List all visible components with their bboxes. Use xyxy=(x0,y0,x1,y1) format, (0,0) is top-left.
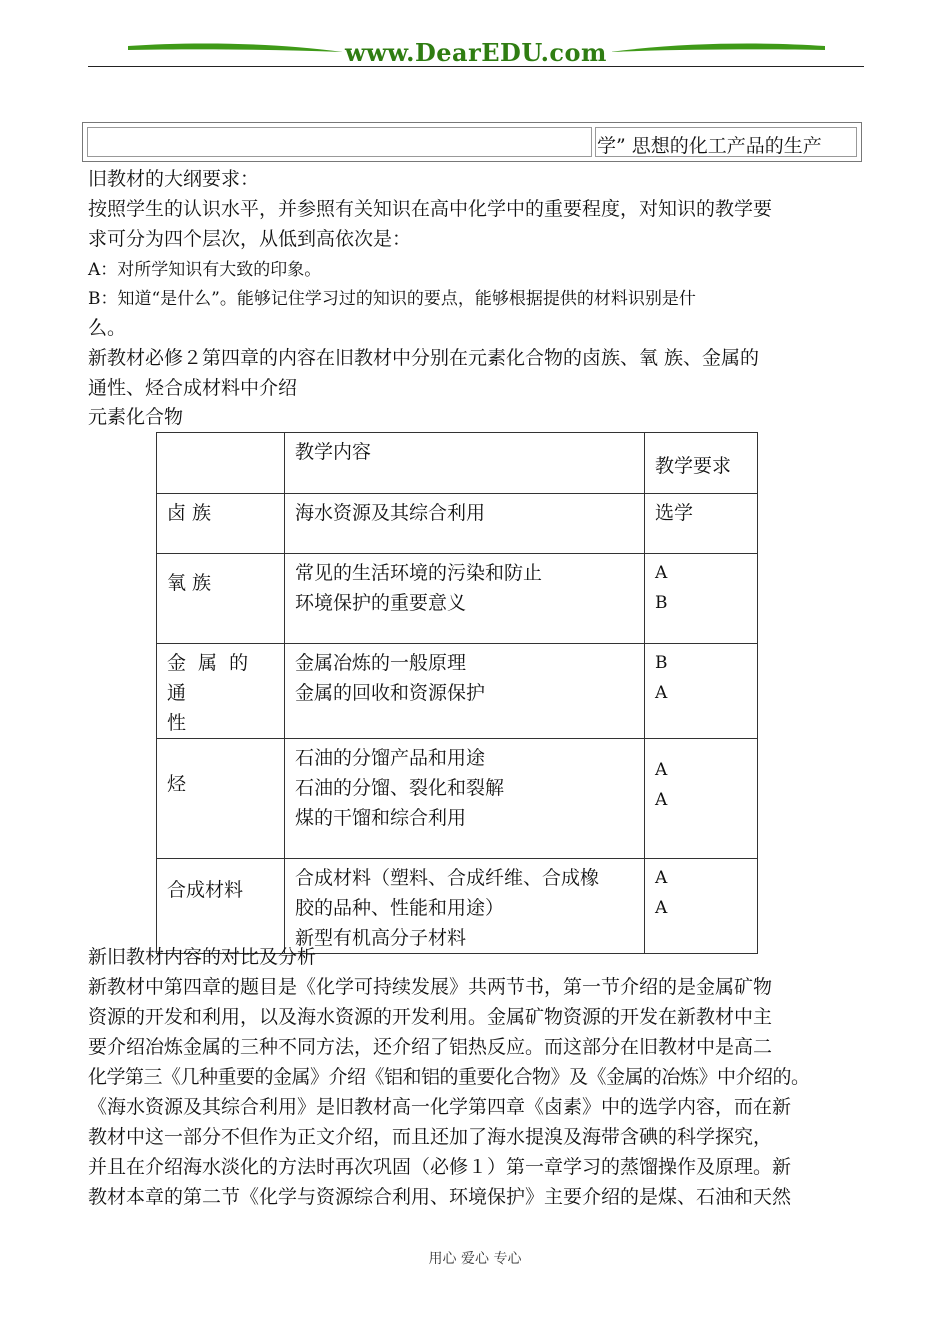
group-cell xyxy=(157,644,285,739)
requirement-cell xyxy=(645,554,758,644)
requirement-cell xyxy=(645,739,758,859)
content-cell xyxy=(285,739,645,859)
curriculum-table xyxy=(156,432,758,954)
requirement-line: A xyxy=(655,790,668,810)
analysis-line: 《海水资源及其综合利用》是旧教材高一化学第四章《卤素》中的选学内容，而在新 xyxy=(88,1096,792,1118)
content-line: 海水资源及其综合利用 xyxy=(295,502,486,524)
group-cell: 烃 xyxy=(157,739,285,859)
left-swoosh-decoration xyxy=(128,40,343,56)
content-line: 胶的品种、性能和用途） xyxy=(295,897,505,919)
header-cell-requirement: 教学要求 xyxy=(645,433,758,494)
continued-table-cell-left xyxy=(87,127,592,157)
paragraph-line: 求可分为四个层次，从低到高依次是： xyxy=(88,228,412,250)
group-cell: 氧 族 xyxy=(157,554,285,644)
requirement-line: 选学 xyxy=(655,502,694,524)
requirement-cell xyxy=(645,644,758,739)
continued-table-text: 学” 思想的化工产品的生产 xyxy=(597,135,822,157)
paragraph-line: 通性、烃合成材料中介绍 xyxy=(88,377,298,399)
syllabus-heading: 旧教材的大纲要求： xyxy=(88,168,260,190)
level-b-text: B：知道“是什么”。能够记住学习过的知识的要点，能够根据提供的材料识别是什 xyxy=(88,289,696,309)
requirement-line: A xyxy=(655,898,668,918)
analysis-line: 新教材中第四章的题目是《化学可持续发展》共两节书，第一节介绍的是金属矿物 xyxy=(88,976,773,998)
content-line: 新型有机高分子材料 xyxy=(295,927,467,949)
requirement-line: B xyxy=(655,653,668,673)
table-row xyxy=(157,859,758,954)
header-cell-content: 教学内容 xyxy=(285,433,645,494)
analysis-line: 教材本章的第二节《化学与资源综合利用、环境保护》主要介绍的是煤、石油和天然 xyxy=(88,1186,792,1208)
paragraph-line: 新教材必修２第四章的内容在旧教材中分别在元素化合物的卤族、氧 族、金属的 xyxy=(88,347,760,369)
paragraph-line: 么。 xyxy=(88,317,127,339)
requirement-line: A xyxy=(655,683,668,703)
site-logo: www.DearEDU.com xyxy=(345,38,607,67)
requirement-cell xyxy=(645,494,758,554)
requirement-line: A xyxy=(655,760,668,780)
requirement-line: B xyxy=(655,593,668,613)
group-line: 性 xyxy=(167,712,187,734)
table-row xyxy=(157,644,758,739)
group-line: 金 属 的 通 xyxy=(167,652,252,704)
analysis-line: 化学第三《几种重要的金属》介绍《铝和铝的重要化合物》及《金属的冶炼》中介绍的。 xyxy=(88,1066,810,1088)
table-row xyxy=(157,554,758,644)
right-swoosh-decoration xyxy=(610,40,825,56)
header-rule xyxy=(88,66,864,67)
table-row xyxy=(157,494,758,554)
page-footer: 用心 爱心 专心 xyxy=(428,1251,522,1267)
group-cell: 合成材料 xyxy=(157,859,285,954)
requirement-cell xyxy=(645,859,758,954)
content-cell xyxy=(285,554,645,644)
content-line: 合成材料（塑料、合成纤维、合成橡 xyxy=(295,867,600,889)
content-line: 常见的生活环境的污染和防止 xyxy=(295,562,543,584)
requirement-line: A xyxy=(655,563,668,583)
analysis-line: 资源的开发和利用，以及海水资源的开发利用。金属矿物资源的开发在新教材中主 xyxy=(88,1006,773,1028)
analysis-heading: 新旧教材内容的对比及分析 xyxy=(88,946,317,968)
group-cell: 卤 族 xyxy=(157,494,285,554)
analysis-line: 教材中这一部分不但作为正文介绍，而且还加了海水提溴及海带含碘的科学探究， xyxy=(88,1126,773,1148)
content-line: 煤的干馏和综合利用 xyxy=(295,807,467,829)
requirement-line: A xyxy=(655,868,668,888)
table-header-row xyxy=(157,433,758,494)
level-a-text: A：对所学知识有大致的印象。 xyxy=(88,260,322,280)
analysis-line: 要介绍冶炼金属的三种不同方法，还介绍了铝热反应。而这部分在旧教材中是高二 xyxy=(88,1036,773,1058)
content-line: 金属冶炼的一般原理 xyxy=(295,652,467,674)
table-row xyxy=(157,739,758,859)
content-line: 环境保护的重要意义 xyxy=(295,592,467,614)
content-cell xyxy=(285,644,645,739)
table-caption: 元素化合物 xyxy=(88,406,184,428)
header-cell-empty xyxy=(157,433,285,494)
analysis-line: 并且在介绍海水淡化的方法时再次巩固（必修１）第一章学习的蒸馏操作及原理。新 xyxy=(88,1156,792,1178)
content-line: 金属的回收和资源保护 xyxy=(295,682,486,704)
page-header xyxy=(0,0,950,80)
content-cell xyxy=(285,859,645,954)
content-line: 石油的分馏、裂化和裂解 xyxy=(295,777,505,799)
continued-table xyxy=(82,122,862,162)
content-cell xyxy=(285,494,645,554)
paragraph-line: 按照学生的认识水平，并参照有关知识在高中化学中的重要程度，对知识的教学要 xyxy=(88,198,773,220)
content-line: 石油的分馏产品和用途 xyxy=(295,747,486,769)
